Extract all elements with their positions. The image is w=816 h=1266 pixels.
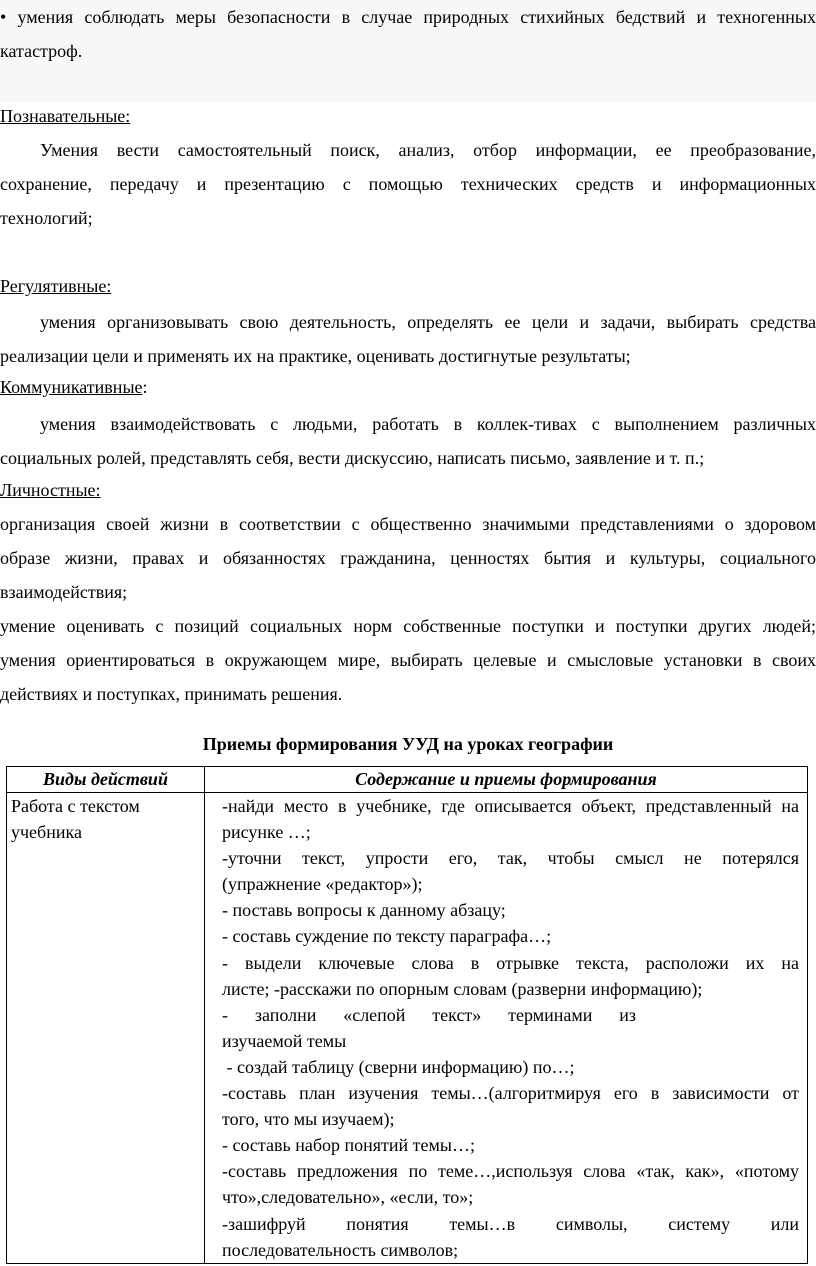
content-line: -составь предложения по теме…,используя слова «так, как», «потому	[222, 1161, 799, 1182]
regulative-heading: Регулятивные:	[0, 276, 112, 296]
content-line: -составь план изучения темы…(алгоритмируя его в зависимости от	[222, 1083, 799, 1104]
table-title: Приемы формирования УУД на уроках географии	[202, 734, 614, 754]
intro-line-1: умения соблюдать меры безопасности в случае природных стихийных бедствий и техногенных	[17, 7, 816, 27]
personal-line-4: умение оценивать с позиций социальных норм собственные поступки и поступки других людей;	[0, 616, 816, 636]
personal-line-5: умения ориентироваться в окружающем мире, выбирать целевые и смысловые установки в своих	[0, 650, 816, 670]
content-line: -найди место в учебнике, где описывается объект, представленный на	[222, 796, 799, 816]
content-line: - заполни «слепой текст» терминами из	[222, 1004, 636, 1025]
bullet: •	[0, 7, 7, 27]
content-line: -зашифруй понятия темы…в символы, систему или	[222, 1213, 799, 1234]
personal-line-3: взаимодействия;	[0, 582, 128, 602]
uud-table	[6, 766, 808, 1264]
communicative-line-1: умения взаимодействовать с людьми, работать в коллек-тивах с выполнением различных	[40, 414, 816, 434]
content-cell	[205, 793, 808, 1264]
content-line: того, что мы изучаем);	[222, 1109, 395, 1130]
content-line: -уточни текст, упрости его, так, чтобы смысл не потерялся	[222, 848, 799, 869]
content-line: - поставь вопросы к данному абзацу;	[222, 900, 506, 921]
content-line: - составь набор понятий темы…;	[222, 1135, 476, 1156]
content-line: - составь суждение по тексту параграфа…;	[222, 926, 552, 947]
content-line: - создай таблицу (сверни информацию) по…;	[222, 1056, 575, 1077]
col-header-kinds: Виды действий	[7, 767, 205, 793]
table-header-row	[7, 767, 808, 793]
table-row	[7, 793, 808, 1264]
content-line: листе; -расскажи по опорным словам (разверни информацию);	[222, 978, 703, 999]
personal-line-2: образе жизни, правах и обязанностях гражданина, ценностях бытия и культуры, социального	[0, 548, 816, 568]
cognitive-section	[0, 99, 816, 235]
regulative-line-2: реализации цели и применять их на практике, оценивать достигнутые результаты;	[0, 346, 631, 366]
kind-line-2: учебника	[11, 822, 82, 843]
kind-line-1: Работа с текстом	[11, 796, 140, 816]
intro-paragraph	[0, 0, 816, 68]
content-line: изучаемой темы	[222, 1030, 347, 1051]
content-line: последовательность символов;	[222, 1239, 459, 1260]
content-line: - выдели ключевые слова в отрывке текста, расположи их на	[222, 952, 799, 973]
communicative-heading: Коммуникативные	[0, 377, 143, 397]
intro-line-2: катастроф.	[0, 41, 83, 61]
content-line: (упражнение «редактор»);	[222, 874, 423, 895]
personal-section	[0, 473, 816, 711]
communicative-section	[0, 370, 816, 475]
cognitive-line-2: сохранение, передачу и презентацию с помощью технических средств и информационных	[0, 174, 816, 194]
communicative-line-2: социальных ролей, представлять себя, вести дискуссию, написать письмо, заявление и т. п.;	[0, 448, 705, 468]
cognitive-line-1: Умения вести самостоятельный поиск, анализ, отбор информации, ее преобразование,	[40, 140, 816, 160]
personal-heading: Личностные:	[0, 480, 101, 500]
content-line: что»,следовательно», «если, то»;	[222, 1187, 474, 1208]
regulative-line-1: умения организовывать свою деятельность, определять ее цели и задачи, выбирать средства	[40, 312, 816, 332]
cognitive-line-3: технологий;	[0, 208, 93, 228]
col-header-content: Содержание и приемы формирования	[205, 767, 808, 793]
cognitive-heading: Познавательные:	[0, 106, 131, 126]
personal-line-1: организация своей жизни в соответствии с общественно значимыми представлениями о здоровом	[0, 514, 816, 534]
kind-cell	[7, 793, 205, 1264]
content-line: рисунке …;	[222, 822, 311, 843]
communicative-colon: :	[142, 377, 148, 397]
personal-line-6: действиях и поступках, принимать решения.	[0, 684, 343, 704]
regulative-section	[0, 269, 816, 373]
